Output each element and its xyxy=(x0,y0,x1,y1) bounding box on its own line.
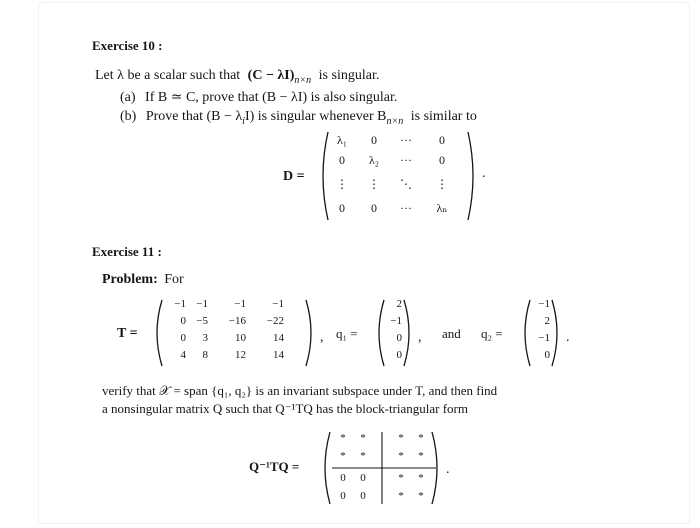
d-matrix-cell-r1-c4: 0 xyxy=(439,133,445,147)
d-matrix-lhs: D = xyxy=(283,169,305,184)
qtq-right-paren xyxy=(430,430,444,506)
d-matrix-cell-r1-c1: λ₁ xyxy=(336,133,347,147)
q2-vector-cell-r2-c1: 2 xyxy=(544,315,550,327)
qtq-period: . xyxy=(446,462,450,477)
qtq-matrix-cell-r2-c4: * xyxy=(418,450,424,462)
t-matrix-cell-r1-c2: −1 xyxy=(196,298,208,310)
part-a-text: If B ≃ C, prove that (B − λI) is also singular. xyxy=(145,90,398,105)
qtq-matrix-cell-r4-c2: 0 xyxy=(360,490,366,502)
d-matrix-cell-r1-c3: ··· xyxy=(400,133,412,147)
intro-text-b: is singular. xyxy=(318,68,380,83)
t-matrix-lhs: T = xyxy=(117,326,138,341)
verify-line-2: a nonsingular matrix Q such that Q⁻¹TQ has the block-triangular form xyxy=(102,401,468,416)
q2-vector-cell-r1-c1: −1 xyxy=(538,298,550,310)
t-matrix-cell-r1-c4: −1 xyxy=(272,298,284,310)
and-word: and xyxy=(442,326,461,341)
part-b-pre: Prove that (B − λ xyxy=(145,109,243,124)
problem-line xyxy=(102,272,184,288)
d-matrix-cell-r1-c2: 0 xyxy=(371,133,377,147)
comma-after-t: , xyxy=(320,330,324,345)
qtq-matrix-grid xyxy=(330,430,440,506)
qtq-matrix-cell-r4-c1: 0 xyxy=(340,490,346,502)
t-matrix-grid xyxy=(158,298,308,368)
d-matrix-cell-r2-c2: λ₂ xyxy=(368,153,379,167)
d-right-paren xyxy=(466,130,480,222)
t-matrix-cell-r1-c1: −1 xyxy=(174,298,186,310)
t-matrix-cell-r4-c3: 12 xyxy=(235,349,246,361)
exercise-11-heading: Exercise 11 : xyxy=(92,244,162,259)
t-matrix-cell-r4-c1: 4 xyxy=(180,349,186,361)
q2-lhs: q₂ = xyxy=(481,326,503,341)
qtq-matrix-cell-r2-c1: * xyxy=(340,450,346,462)
qtq-matrix-cell-r1-c3: * xyxy=(398,432,404,444)
d-matrix-cell-r2-c3: ··· xyxy=(400,153,412,167)
qtq-matrix-cell-r4-c4: * xyxy=(418,490,424,502)
exercise-10-part-b xyxy=(120,109,477,125)
part-b-sub-i: i xyxy=(242,116,245,127)
comma-after-q1: , xyxy=(418,330,422,345)
t-matrix-cell-r3-c4: 14 xyxy=(273,332,284,344)
t-matrix-cell-r3-c1: 0 xyxy=(180,332,186,344)
qtq-matrix-cell-r2-c2: * xyxy=(360,450,366,462)
qtq-matrix-cell-r3-c4: * xyxy=(418,472,424,484)
d-matrix-cell-r3-c1: ⋮ xyxy=(336,177,348,191)
t-matrix-cell-r4-c4: 14 xyxy=(273,349,284,361)
period-after-q2: . xyxy=(566,330,570,345)
d-matrix-cell-r3-c3: ⋱ xyxy=(400,177,412,191)
d-matrix-cell-r4-c4: λₙ xyxy=(436,201,448,215)
t-matrix-cell-r2-c1: 0 xyxy=(180,315,186,327)
part-b-mid: I) is singular whenever B xyxy=(244,109,387,124)
problem-label: Problem: xyxy=(102,272,158,287)
problem-word: For xyxy=(164,272,184,287)
t-matrix-cell-r1-c3: −1 xyxy=(234,298,246,310)
qtq-matrix-cell-r1-c1: * xyxy=(340,432,346,444)
d-matrix-cell-r3-c2: ⋮ xyxy=(368,177,380,191)
qtq-matrix-cell-r2-c3: * xyxy=(398,450,404,462)
qtq-matrix-cell-r1-c2: * xyxy=(360,432,366,444)
qtq-matrix-cell-r3-c2: 0 xyxy=(360,472,366,484)
exercise-10-heading: Exercise 10 : xyxy=(92,38,163,53)
d-matrix-cell-r4-c2: 0 xyxy=(371,201,377,215)
d-matrix-grid xyxy=(326,131,474,223)
t-matrix-cell-r4-c2: 8 xyxy=(202,349,208,361)
q1-vector-cell-r1-c1: 2 xyxy=(396,298,402,310)
t-matrix-cell-r2-c2: −5 xyxy=(196,315,208,327)
d-matrix-cell-r4-c1: 0 xyxy=(339,201,345,215)
t-matrix-cell-r2-c3: −16 xyxy=(228,315,246,327)
verify-line-1: verify that 𝒳 = span {q₁, q₂} is an invariant subspace under T, and then find xyxy=(102,383,498,398)
q2-vector-cell-r4-c1: 0 xyxy=(544,349,550,361)
q2-vector-cell-r3-c1: −1 xyxy=(538,332,550,344)
exercise-10-intro xyxy=(95,68,379,84)
qtq-matrix-cell-r3-c3: * xyxy=(398,472,404,484)
q1-right-paren xyxy=(402,298,416,368)
d-matrix-cell-r2-c4: 0 xyxy=(439,153,445,167)
qtq-matrix-cell-r3-c1: 0 xyxy=(340,472,346,484)
qtq-matrix-cell-r4-c3: * xyxy=(398,490,404,502)
part-a-label: (a) xyxy=(120,90,136,105)
q2-right-paren xyxy=(550,298,564,368)
t-right-paren xyxy=(304,298,318,368)
q1-lhs: q₁ = xyxy=(336,326,358,341)
q1-vector-cell-r4-c1: 0 xyxy=(396,349,402,361)
intro-subscript: n×n xyxy=(294,75,312,86)
qtq-lhs: Q⁻¹TQ = xyxy=(249,459,300,474)
d-matrix-cell-r2-c1: 0 xyxy=(339,153,345,167)
part-b-sub-nn: n×n xyxy=(386,116,404,127)
t-matrix-cell-r2-c4: −22 xyxy=(266,315,284,327)
qtq-matrix-cell-r1-c4: * xyxy=(418,432,424,444)
t-matrix-cell-r3-c3: 10 xyxy=(235,332,246,344)
d-matrix-cell-r4-c3: ··· xyxy=(400,201,412,215)
part-b-post: is similar to xyxy=(410,109,477,124)
q1-vector-cell-r2-c1: −1 xyxy=(390,315,402,327)
part-b-label: (b) xyxy=(120,109,137,124)
d-matrix-cell-r3-c4: ⋮ xyxy=(436,177,448,191)
q1-vector-cell-r3-c1: 0 xyxy=(396,332,402,344)
intro-text-a: Let λ be a scalar such that xyxy=(95,68,241,83)
intro-expression: (C − λI) xyxy=(247,68,295,83)
t-matrix-cell-r3-c2: 3 xyxy=(202,332,208,344)
exercise-10-part-a xyxy=(120,89,397,106)
d-matrix-period: . xyxy=(482,166,486,181)
